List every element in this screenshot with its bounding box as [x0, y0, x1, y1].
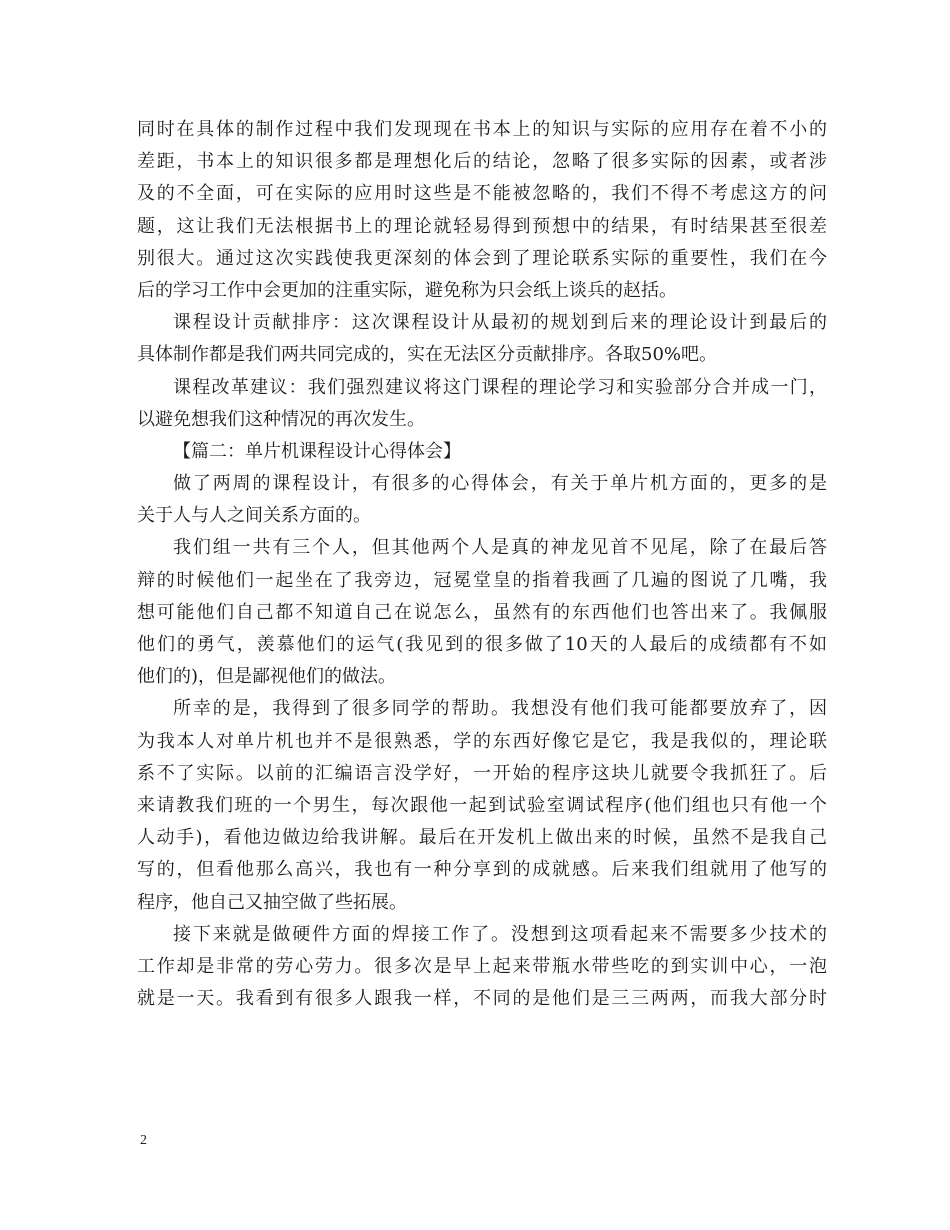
text-line: 人动手)，看他边做边给我讲解。最后在开发机上做出来的时候，虽然不是我自己: [137, 827, 827, 849]
body-text: [137, 114, 827, 1015]
text-line: 来请教我们班的一个男生，每次跟他一起到试验室调试程序(他们组也只有他一个: [137, 794, 827, 816]
text-line: 想可能他们自己都不知道自己在说怎么，虽然有的东西他们也答出来了。我佩服: [137, 601, 827, 623]
paragraph-contribution-ranking: [137, 307, 827, 371]
text-line: 关于人与人之间关系方面的。: [137, 505, 371, 527]
paragraph-intro: [137, 468, 827, 532]
text-line: 具体制作都是我们两共同完成的，实在无法区分贡献排序。各取50%吧。: [137, 344, 718, 366]
text-line: 写的，但看他那么高兴，我也有一种分享到的成就感。后来我们组就用了他写的: [137, 859, 827, 881]
text-line: 所幸的是，我得到了很多同学的帮助。我想没有他们我可能都要放弃了，因: [173, 698, 827, 720]
text-line: 以避免想我们这种情况的再次发生。: [137, 408, 425, 430]
text-line: 他们的)，但是鄙视他们的做法。: [137, 666, 397, 688]
section-heading: [137, 436, 827, 468]
text-line: 同时在具体的制作过程中我们发现现在书本上的知识与实际的应用存在着不小的: [137, 119, 827, 140]
text-line: 为我本人对单片机也并不是很熟悉，学的东西好像它是它，我是我似的，理论联: [137, 730, 827, 752]
paragraph-hardware: [137, 919, 827, 1016]
text-line: 课程改革建议：我们强烈建议将这门课程的理论学习和实验部分合并成一门，: [173, 376, 827, 398]
paragraph-team: [137, 532, 827, 693]
text-line: 课程设计贡献排序：这次课程设计从最初的规划到后来的理论设计到最后的: [173, 312, 827, 334]
text-line: 差距，书本上的知识很多都是理想化后的结论，忽略了很多实际的因素，或者涉: [137, 151, 827, 173]
paragraph-practice-reflection: [137, 114, 827, 307]
text-line: 接下来就是做硬件方面的焊接工作了。没想到这项看起来不需要多少技术的: [173, 923, 827, 945]
text-line: 他们的勇气，羡慕他们的运气(我见到的很多做了10天的人最后的成绩都有不如: [137, 634, 827, 655]
text-line: 辩的时候他们一起坐在了我旁边，冠冕堂皇的指着我画了几遍的图说了几嘴，我: [137, 569, 827, 591]
text-line: 我们组一共有三个人，但其他两个人是真的神龙见首不见尾，除了在最后答: [173, 537, 827, 559]
paragraph-reform-suggestion: [137, 372, 827, 436]
text-line: 程序，他自己又抽空做了些拓展。: [137, 891, 407, 913]
text-line: 后的学习工作中会更加的注重实际，避免称为只会纸上谈兵的赵括。: [137, 279, 677, 301]
text-line: 就是一天。我看到有很多人跟我一样，不同的是他们是三三两两，而我大部分时: [137, 988, 827, 1010]
text-line: 题，这让我们无法根据书上的理论就轻易得到预想中的结果，有时结果甚至很差: [137, 215, 827, 237]
text-line: 做了两周的课程设计，有很多的心得体会，有关于单片机方面的，更多的是: [173, 473, 827, 495]
page-number: 2: [140, 1133, 147, 1148]
text-line: 别很大。通过这次实践使我更深刻的体会到了理论联系实际的重要性，我们在今: [137, 247, 827, 269]
paragraph-help: [137, 693, 827, 918]
text-line: 工作却是非常的劳心劳力。很多次是早上起来带瓶水带些吃的到实训中心，一泡: [137, 955, 827, 977]
text-line: 及的不全面，可在实际的应用时这些是不能被忽略的，我们不得不考虑这方的问: [137, 183, 827, 205]
text-line: 【篇二：单片机课程设计心得体会】: [173, 440, 461, 462]
text-line: 系不了实际。以前的汇编语言没学好，一开始的程序这块儿就要令我抓狂了。后: [137, 762, 827, 784]
